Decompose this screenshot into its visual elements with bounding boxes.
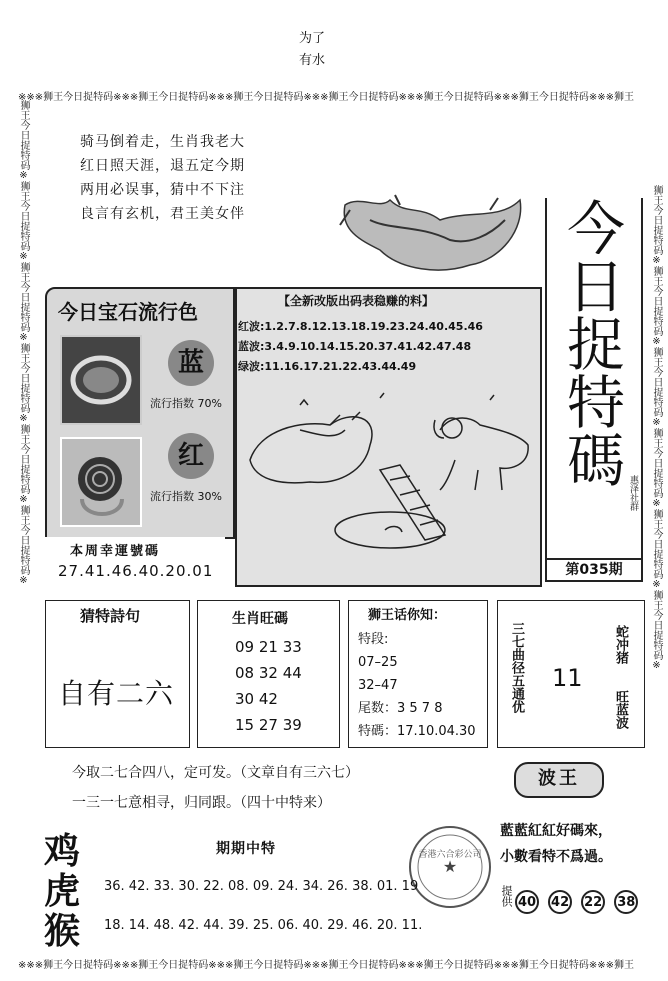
right-number: 11 (552, 664, 583, 692)
poem-line-2: 红日照天涯，退五定今期 (80, 158, 245, 174)
slogan-line-1: 藍藍紅紅好碼來， (500, 823, 612, 839)
wave-blue: 蓝波:3.4.9.10.14.15.20.37.41.42.47.48 (238, 340, 472, 353)
ball-1 (515, 890, 539, 914)
slogan (500, 818, 612, 870)
wave-green: 绿波:11.16.17.21.22.43.44.49 (238, 360, 417, 373)
lion-says-row-2: 07–25 (358, 655, 398, 670)
big-zodiac-2: 虎 (44, 871, 81, 912)
zodiac-rows (235, 634, 302, 738)
poem-line-1: 骑马倒着走，生肖我老大 (80, 134, 245, 150)
gem-color-1-badge (168, 340, 214, 386)
issue-box (545, 558, 643, 582)
balls (515, 890, 638, 914)
gem-color-2-badge (168, 433, 214, 479)
gem-index-1: 流行指数 70% (150, 397, 222, 410)
guess-poem-text: 自有二六 (58, 677, 175, 710)
lion-says-row-4: 尾数：3 5 7 8 (358, 701, 443, 716)
stamp-text: 香港六合彩公司 (418, 850, 482, 860)
big-zodiac (44, 832, 80, 952)
gem-title: 今日宝石流行色 (58, 300, 198, 324)
zodiac-title: 生肖旺碼 (232, 611, 288, 627)
big-zodiac-1: 鸡 (44, 831, 81, 872)
periodic-row-2: 18. 14. 48. 42. 44. 39. 25. 06. 40. 29. 46. 20. 11. (104, 918, 423, 933)
top-note-line-2: 有水 (298, 53, 325, 68)
guess-poem-title: 猜特詩句 (80, 607, 141, 625)
company-stamp (405, 822, 495, 912)
ball-3-number: 22 (584, 895, 603, 910)
lucky-title: 本周幸運號碼 (70, 544, 161, 559)
left-side-border: 狮王今日捉特码※狮王今日捉特码※狮王今日捉特码※狮王今日捉特码※狮王今日捉特码※狮王今日捉特码※ (18, 100, 29, 586)
issue-label: 第035期 (565, 562, 623, 578)
gem-color-2: 红 (177, 441, 204, 471)
gem-color-1: 蓝 (177, 348, 204, 378)
top-note-line-1: 为了 (298, 31, 325, 46)
clue-line-2: 一三一七意相寻，归同跟。（四十中特来） (72, 795, 331, 811)
top-border: ※※※狮王今日捉特码※※※狮王今日捉特码※※※狮王今日捉特码※※※狮王今日捉特码※※※狮王今日捉特码※※※狮王今日捉特码※※※狮王 (18, 92, 634, 103)
slogan-line-2: 小數看特不爲過。 (500, 849, 612, 865)
lucky-numbers: 27.41.46.40.20.01 (58, 562, 214, 580)
poem-line-4: 良言有玄机，君王美女伴 (80, 206, 245, 222)
wave-red: 红波:1.2.7.8.12.13.18.19.23.24.40.45.46 (238, 320, 483, 333)
title-vertical: 今日捉特碼 (557, 198, 625, 488)
lion-says-rows (358, 628, 476, 743)
bottom-border: ※※※狮王今日捉特码※※※狮王今日捉特码※※※狮王今日捉特码※※※狮王今日捉特码※※※狮王今日捉特码※※※狮王今日捉特码※※※狮王 (18, 960, 634, 971)
lion-says-title: 狮王话你知： (368, 608, 447, 623)
lion-says-row-3: 32–47 (358, 678, 398, 693)
zodiac-row-4: 15 27 39 (235, 716, 302, 734)
lion-says-row-1: 特段: (358, 632, 389, 647)
ball-4 (614, 890, 638, 914)
top-note (282, 28, 342, 72)
periodic-row-1: 36. 42. 33. 30. 22. 08. 09. 24. 34. 26. 38. 01. 19 (104, 879, 419, 894)
periodic-title: 期期中特 (216, 841, 276, 857)
gem-index-2: 流行指数 30% (150, 490, 222, 503)
provide-label: 提供 (500, 885, 513, 907)
clue-line-1: 今取二七合四八，定可发。（文章自有三六七） (72, 765, 359, 781)
ball-2 (548, 890, 572, 914)
ball-4-number: 38 (617, 895, 636, 910)
gem-image-spiral-ring (60, 437, 142, 527)
ball-2-number: 42 (551, 895, 570, 910)
zodiac-row-2: 08 32 44 (235, 664, 302, 682)
clues (72, 758, 359, 818)
poem (80, 130, 320, 226)
boswang-label: 波王 (538, 768, 580, 789)
publisher: 惠泽社群 (628, 475, 638, 511)
big-zodiac-3: 猴 (44, 911, 81, 952)
svg-text:★: ★ (442, 857, 458, 876)
lion-says-row-5: 特碼：17.10.04.30 (358, 724, 476, 739)
boswang-badge (514, 762, 604, 798)
sheep-rock-illustration (240, 390, 540, 580)
right-side-border: 狮王今日捉特码※狮王今日捉特码※狮王今日捉特码※狮王今日捉特码※狮王今日捉特码※狮王今日捉特码※ (651, 185, 662, 671)
right-col-3: 旺蓝波 (613, 690, 628, 729)
top-sketch-illustration (330, 190, 540, 280)
ball-3 (581, 890, 605, 914)
right-col-1: 三七曲径五通优 (509, 622, 524, 713)
wave-title: 【全新改版出码表稳赚的料】 (278, 294, 435, 308)
right-col-2: 蛇冲猪 (613, 625, 628, 664)
zodiac-row-1: 09 21 33 (235, 638, 302, 656)
ball-1-number: 40 (517, 895, 537, 910)
gem-image-ring (60, 335, 142, 425)
zodiac-row-3: 30 42 (235, 690, 278, 708)
poem-line-3: 两用必误事，猜中不下注 (80, 182, 245, 198)
